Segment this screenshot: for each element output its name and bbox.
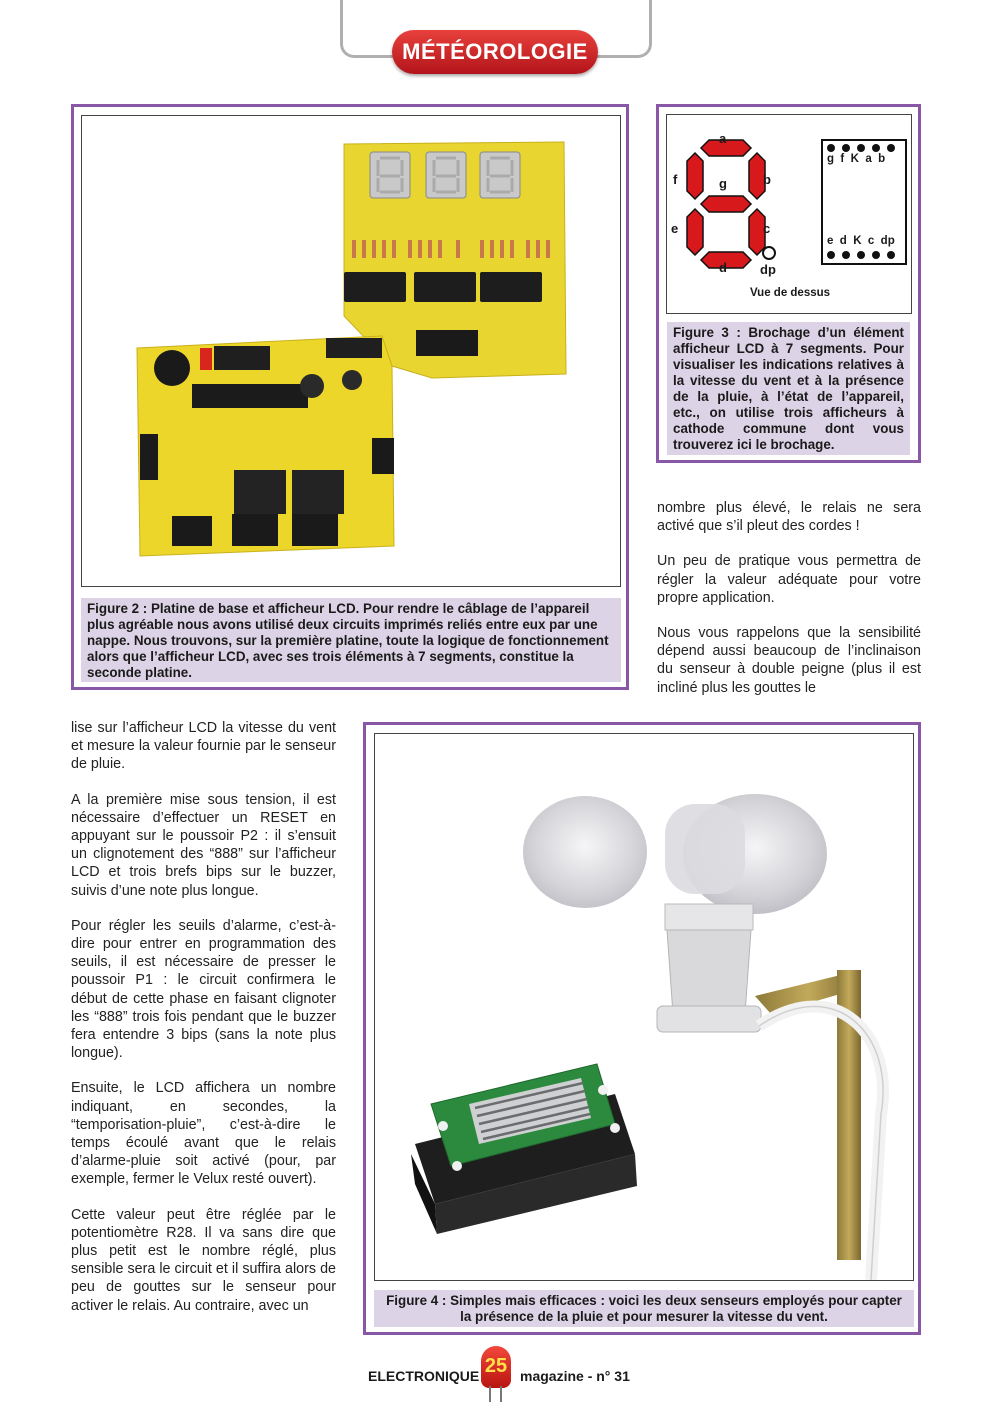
seg-label-a: a (719, 131, 727, 146)
pins-top-label: g f K a b (827, 153, 886, 165)
figure-2-photo (81, 115, 621, 587)
figure-4-caption: Figure 4 : Simples mais efficaces : voici les deux senseurs employés pour capter la présence de la pluie et pour mesurer la vitesse du vent. (374, 1290, 914, 1327)
right-paragraph-2: Un peu de pratique vous permettra de régler la valeur adéquate pour votre propre application. (657, 553, 921, 606)
left-paragraph-3: Pour régler les seuils d’alarme, c’est-à-dire pour entrer en programmation des seuils, il est nécessaire de presser le poussoir P1 : le circuit confirmera le début de cette phase en faisant clignoter les “888” trois fois pendant que le buzzer fera entendre 3 bips (sans la note plus longue). (71, 917, 336, 1062)
seg-label-c: c (763, 221, 771, 236)
led-leg-left (489, 1386, 491, 1402)
seg-label-dp: dp (760, 262, 776, 277)
pins-bottom-label: e d K c dp (827, 235, 895, 247)
page-number-led: 25 (481, 1346, 511, 1388)
sensors-photo (375, 734, 913, 1280)
seg-label-f: f (673, 172, 678, 187)
left-paragraph-1: lise sur l’afficheur LCD la vitesse du vent et mesure la valeur fournie par le senseur de pluie. (71, 720, 336, 773)
figure-4-photo (374, 733, 914, 1281)
seven-segment-diagram (667, 115, 911, 313)
seg-label-e: e (671, 221, 679, 236)
figure-2 (71, 104, 629, 690)
figure-3-caption: Figure 3 : Brochage d’un élément afficheur LCD à 7 segments. Pour visualiser les indications relatives à la vitesse du vent et à la présence de la pluie, à l’état de l’appareil, etc., on utilise trois afficheurs à cathode commune dont vous trouverez ici le brochage. (667, 322, 910, 455)
right-paragraph-3: Nous vous rappelons que la sensibilité dépend aussi beaucoup de l’inclinaison du senseur à double peigne (plus il est incliné plus les gouttes le (657, 625, 921, 696)
view-label: Vue de dessus (749, 287, 831, 299)
left-paragraph-5: Cette valeur peut être réglée par le potentiomètre R28. Il va sans dire que plus petit est le nombre réglé, plus sensible sera le circuit et il suffira alors de peu de gouttes sur le senseur pour activer le relais. Au contraire, avec un (71, 1206, 336, 1314)
led-leg-right (500, 1386, 502, 1402)
seg-label-g: g (719, 176, 727, 191)
pcb-photo (82, 116, 620, 586)
seg-label-b: b (763, 172, 771, 187)
left-paragraph-4: Ensuite, le LCD affichera un nombre indiquant, en secondes, la “temporisation-pluie”, c’est-à-dire le temps écoulé avant que le relais d’alarme-pluie soit activé (pour, par exemple, fermer le Velux resté ouvert). (71, 1080, 336, 1188)
right-column (657, 499, 921, 714)
left-column (71, 719, 336, 1332)
right-paragraph-1: nombre plus élevé, le relais ne sera activé que s’il pleut des cordes ! (657, 500, 921, 535)
footer-magazine-name: ELECTRONIQUE (368, 1368, 480, 1384)
figure-3-diagram (666, 114, 912, 314)
section-title: MÉTÉOROLOGIE (392, 30, 598, 74)
left-paragraph-2: A la première mise sous tension, il est nécessaire d’effectuer un RESET en appuyant sur le poussoir P2 : il s’ensuit un clignotement des “888” sur l’afficheur LCD et trois brefs bips sur le buzzer, suivis d’une note plus longue. (71, 791, 336, 899)
figure-4 (363, 722, 921, 1335)
figure-2-caption: Figure 2 : Platine de base et afficheur LCD. Pour rendre le câblage de l’appareil plus agréable nous avons utilisé deux circuits imprimés reliés entre eux par une nappe. Nous trouvons, sur la première platine, toute la logique de fonctionnement alors que l’afficheur LCD, avec ses trois éléments à 7 segments, constitue la seconde platine. (81, 598, 621, 682)
figure-3 (656, 104, 921, 463)
footer-issue: magazine - n° 31 (520, 1368, 630, 1384)
seg-label-d: d (719, 260, 727, 275)
